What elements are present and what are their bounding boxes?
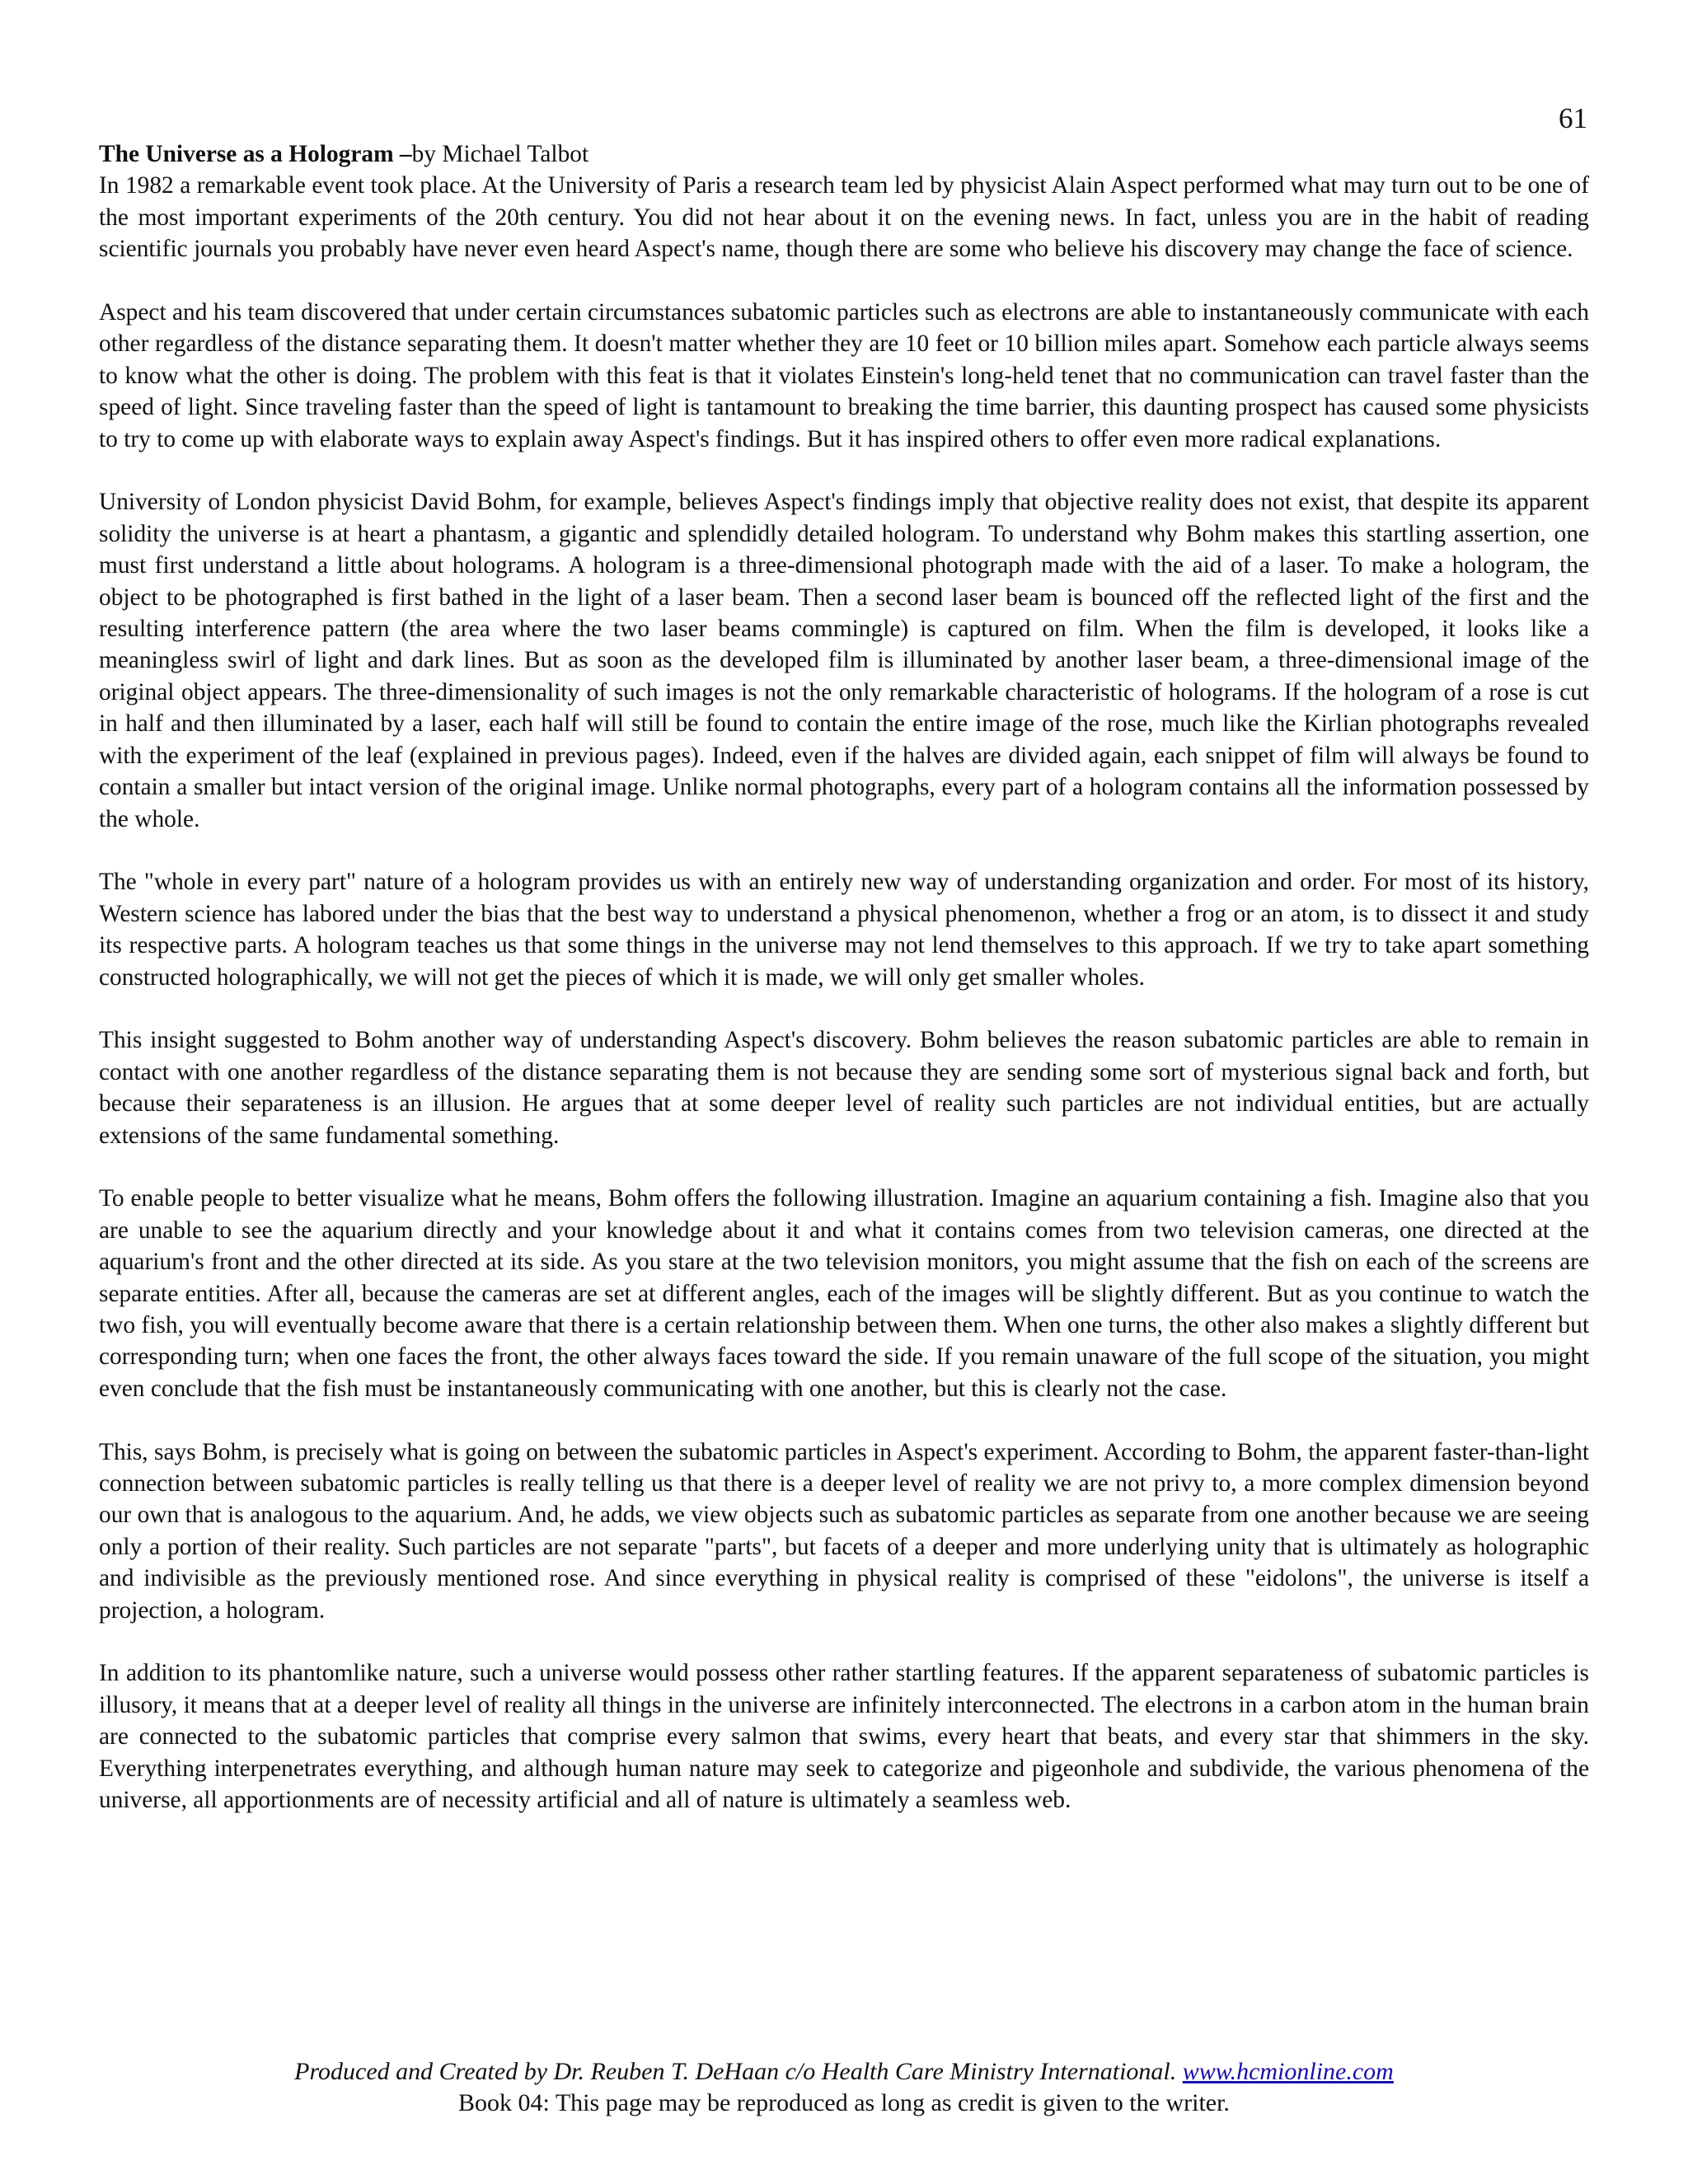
footer-notice: Book 04: This page may be reproduced as long as credit is given to the writer. — [458, 2089, 1230, 2116]
page-footer — [0, 2056, 1688, 2119]
article-heading — [99, 138, 1589, 170]
footer-credit-line — [0, 2056, 1688, 2088]
page-number: 61 — [1559, 102, 1587, 134]
paragraph: Aspect and his team discovered that under certain circumstances subatomic particles such as electrons are able to instantaneously communicate with each other regardless of the distance separating them. It doesn't matter whether they are 10 feet or 10 billion miles apart. Somehow each particle always seems to know what the other is doing. The problem with this feat is that it violates Einstein's long-held tenet that no communication can travel faster than the speed of light. Since traveling faster than the speed of light is tantamount to breaking the time barrier, this daunting prospect has caused some physicists to try to come up with elaborate ways to explain away Aspect's findings. But it has inspired others to offer even more radical explanations. — [99, 299, 1589, 452]
paragraph: This, says Bohm, is precisely what is going on between the subatomic particles in Aspect's experiment. According to Bohm, the apparent faster-than-light connection between subatomic particles is really telling us that there is a deeper level of reality we are not privy to, a more complex dimension beyond our own that is analogous to the aquarium. And, he adds, we view objects such as subatomic particles as separate from one another because we are seeing only a portion of their reality. Such particles are not separate "parts", but facets of a deeper and more underlying unity that is ultimately as holographic and indivisible as the previously mentioned rose. And since everything in physical reality is comprised of these "eidolons", the universe is itself a projection, a hologram. — [99, 1438, 1589, 1624]
paragraph: To enable people to better visualize what he means, Bohm offers the following illustration. Imagine an aquarium containing a fish. Imagine also that you are unable to see the aquarium directly and your knowledge about it and what it contains comes from two television cameras, one directed at the aquarium's front and the other directed at its side. As you stare at the two television monitors, you might assume that the fish on each of the screens are separate entities. After all, because the cameras are set at different angles, each of the images will be slightly different. But as you continue to watch the two fish, you will eventually become aware that there is a certain relationship between them. When one turns, the other also makes a slightly different but corresponding turn; when one faces the front, the other always faces toward the side. If you remain unaware of the full scope of the situation, you might even conclude that the fish must be instantaneously communicating with one another, but this is clearly not the case. — [99, 1185, 1589, 1402]
paragraph: This insight suggested to Bohm another way of understanding Aspect's discovery. Bohm believes the reason subatomic particles are able to remain in contact with one another regardless of the distance separating them is not because they are sending some sort of mysterious signal back and forth, but because their separateness is an illusion. He argues that at some deeper level of reality such particles are not individual entities, but are actually extensions of the same fundamental something. — [99, 1027, 1589, 1149]
paragraph: The "whole in every part" nature of a hologram provides us with an entirely new way of understanding organization and order. For most of its history, Western science has labored under the bias that the best way to understand a physical phenomenon, whether a frog or an atom, is to dissect it and study its respective parts. A hologram teaches us that some things in the universe may not lend themselves to this approach. If we try to take apart something constructed holographically, we will not get the pieces of which it is made, we will only get smaller wholes. — [99, 869, 1589, 991]
article — [99, 138, 1589, 1848]
article-title: The Universe as a Hologram – — [99, 141, 412, 167]
paragraph: University of London physicist David Bohm, for example, believes Aspect's findings imply that objective reality does not exist, that despite its apparent solidity the universe is at heart a phantasm, a gigantic and splendidly detailed hologram. To understand why Bohm makes this startling assertion, one must first understand a little about holograms. A hologram is a three-dimensional photograph made with the aid of a laser. To make a hologram, the object to be photographed is first bathed in the light of a laser beam. Then a second laser beam is bounced off the reflected light of the first and the resulting interference pattern (the area where the two laser beams commingle) is captured on film. When the film is developed, it looks like a meaningless swirl of light and dark lines. But as soon as the developed film is illuminated by another laser beam, a three-dimensional image of the original object appears. The three-dimensionality of such images is not the only remarkable characteristic of holograms. If the hologram of a rose is cut in half and then illuminated by a laser, each half will still be found to contain the entire image of the rose, much like the Kirlian photographs revealed with the experiment of the leaf (explained in previous pages). Indeed, even if the halves are divided again, each snippet of film will always be found to contain a smaller but intact version of the original image. Unlike normal photographs, every part of a hologram contains all the information possessed by the whole. — [99, 489, 1589, 832]
article-byline: by Michael Talbot — [411, 141, 589, 167]
paragraph: In addition to its phantomlike nature, such a universe would possess other rather startling features. If the apparent separateness of subatomic particles is illusory, it means that at a deeper level of reality all things in the universe are infinitely interconnected. The electrons in a carbon atom in the human brain are connected to the subatomic particles that comprise every salmon that swims, every heart that beats, and every star that shimmers in the sky. Everything interpenetrates everything, and although human nature may seek to categorize and pigeonhole and subdivide, the various phenomena of the universe, all apportionments are of necessity artificial and all of nature is ultimately a seamless web. — [99, 1660, 1589, 1814]
footer-credit: Produced and Created by Dr. Reuben T. DeHaan c/o Health Care Ministry International. — [294, 2058, 1177, 2085]
footer-website-link[interactable]: www.hcmionline.com — [1182, 2058, 1394, 2085]
paragraph: In 1982 a remarkable event took place. At the University of Paris a research team led by physicist Alain Aspect performed what may turn out to be one of the most important experiments of the 20th century. You did not hear about it on the evening news. In fact, unless you are in the habit of reading scientific journals you probably have never even heard Aspect's name, though there are some who believe his discovery may change the face of science. — [99, 172, 1589, 263]
